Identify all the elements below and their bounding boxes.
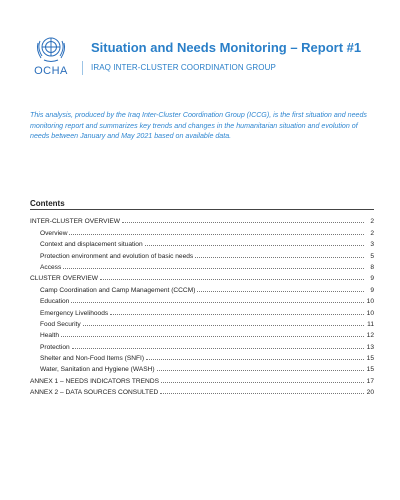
toc-entry[interactable] <box>30 282 374 293</box>
toc-entry-page: 10 <box>366 298 374 306</box>
intro-paragraph: This analysis, produced by the Iraq Inter-Cluster Coordination Group (ICCG), is the first situation and needs monitoring report and summarizes key trends and changes in the humanitarian situation and evolution of needs between January and May 2021 based on available data. <box>30 111 367 140</box>
toc-entry[interactable] <box>30 214 374 225</box>
toc-entry-page: 12 <box>366 332 374 340</box>
toc-leader-dots <box>100 278 364 280</box>
toc-leader-dots <box>195 256 364 258</box>
toc-entry-label: Protection <box>40 343 70 351</box>
toc-leader-dots <box>72 347 364 349</box>
toc-entry-label: Food Security <box>40 320 81 328</box>
toc-entry-page: 11 <box>367 320 374 328</box>
toc-entry-page: 15 <box>366 366 374 374</box>
toc-entry-page: 2 <box>370 229 374 237</box>
toc-entry-page: 20 <box>366 389 374 397</box>
toc-leader-dots <box>110 313 364 315</box>
toc-entry-label: Emergency Livelihoods <box>40 309 109 317</box>
toc-entry-label: Water, Sanitation and Hygiene (WASH) <box>40 366 155 374</box>
toc-leader-dots <box>61 335 364 337</box>
toc-leader-dots <box>83 324 364 326</box>
toc-entry[interactable] <box>30 339 374 350</box>
toc-entry[interactable] <box>30 237 374 248</box>
toc-entry-label: Overview <box>40 229 68 237</box>
toc-entry[interactable] <box>30 294 374 305</box>
toc-entry-label: Access <box>40 263 62 271</box>
toc-leader-dots <box>197 290 364 292</box>
toc-leader-dots <box>122 221 364 223</box>
toc-leader-dots <box>71 301 364 303</box>
logo-text: OCHA <box>34 65 68 77</box>
toc-entry-label: Context and displacement situation <box>40 241 143 249</box>
toc-leader-dots <box>157 369 364 371</box>
toc-entry[interactable] <box>30 225 374 236</box>
toc-entry-page: 2 <box>370 218 374 226</box>
contents-heading: Contents <box>30 199 65 208</box>
report-header <box>30 33 375 83</box>
toc-entry-label: ANNEX 1 – NEEDS INDICATORS TRENDS <box>30 377 159 385</box>
toc-entry-label: CLUSTER OVERVIEW <box>30 275 99 283</box>
toc-leader-dots <box>146 358 364 360</box>
report-title: Situation and Needs Monitoring – Report #1 <box>91 40 362 55</box>
toc-entry-page: 8 <box>370 263 374 271</box>
toc-entry-page: 13 <box>366 343 374 351</box>
toc-entry[interactable] <box>30 271 374 282</box>
toc-entry[interactable] <box>30 248 374 259</box>
toc-leader-dots <box>145 244 364 246</box>
toc-entry-page: 17 <box>366 377 374 385</box>
toc-entry[interactable] <box>30 362 374 373</box>
toc-entry[interactable] <box>30 305 374 316</box>
toc-entry[interactable] <box>30 351 374 362</box>
toc-leader-dots <box>161 381 364 383</box>
toc-entry-label: ANNEX 2 – DATA SOURCES CONSULTED <box>30 389 159 397</box>
toc-entry-page: 15 <box>366 355 374 363</box>
toc-entry-label: Shelter and Non-Food Items (SNFI) <box>40 355 145 363</box>
toc-entry-label: Protection environment and evolution of basic needs <box>40 252 194 260</box>
toc-leader-dots <box>69 233 364 235</box>
toc-entry-page: 5 <box>370 252 374 260</box>
toc-entry-label: Health <box>40 332 60 340</box>
ocha-logo <box>30 33 72 81</box>
toc-entry[interactable] <box>30 328 374 339</box>
toc-entry-label: Education <box>40 298 70 306</box>
toc-entry[interactable] <box>30 373 374 384</box>
toc-entry-page: 9 <box>370 286 374 294</box>
contents-divider <box>30 209 374 210</box>
toc-entry-page: 10 <box>366 309 374 317</box>
toc-entry[interactable] <box>30 260 374 271</box>
header-divider <box>82 61 83 75</box>
toc-entry-page: 9 <box>370 275 374 283</box>
un-emblem-icon <box>34 33 68 65</box>
table-of-contents <box>30 214 374 396</box>
report-subtitle: IRAQ INTER-CLUSTER COORDINATION GROUP <box>91 63 276 72</box>
toc-entry-page: 3 <box>370 241 374 249</box>
toc-leader-dots <box>63 267 364 269</box>
toc-leader-dots <box>160 392 364 394</box>
toc-entry[interactable] <box>30 317 374 328</box>
toc-entry-label: INTER-CLUSTER OVERVIEW <box>30 218 121 226</box>
toc-entry-label: Camp Coordination and Camp Management (CCCM) <box>40 286 196 294</box>
toc-entry[interactable] <box>30 385 374 396</box>
